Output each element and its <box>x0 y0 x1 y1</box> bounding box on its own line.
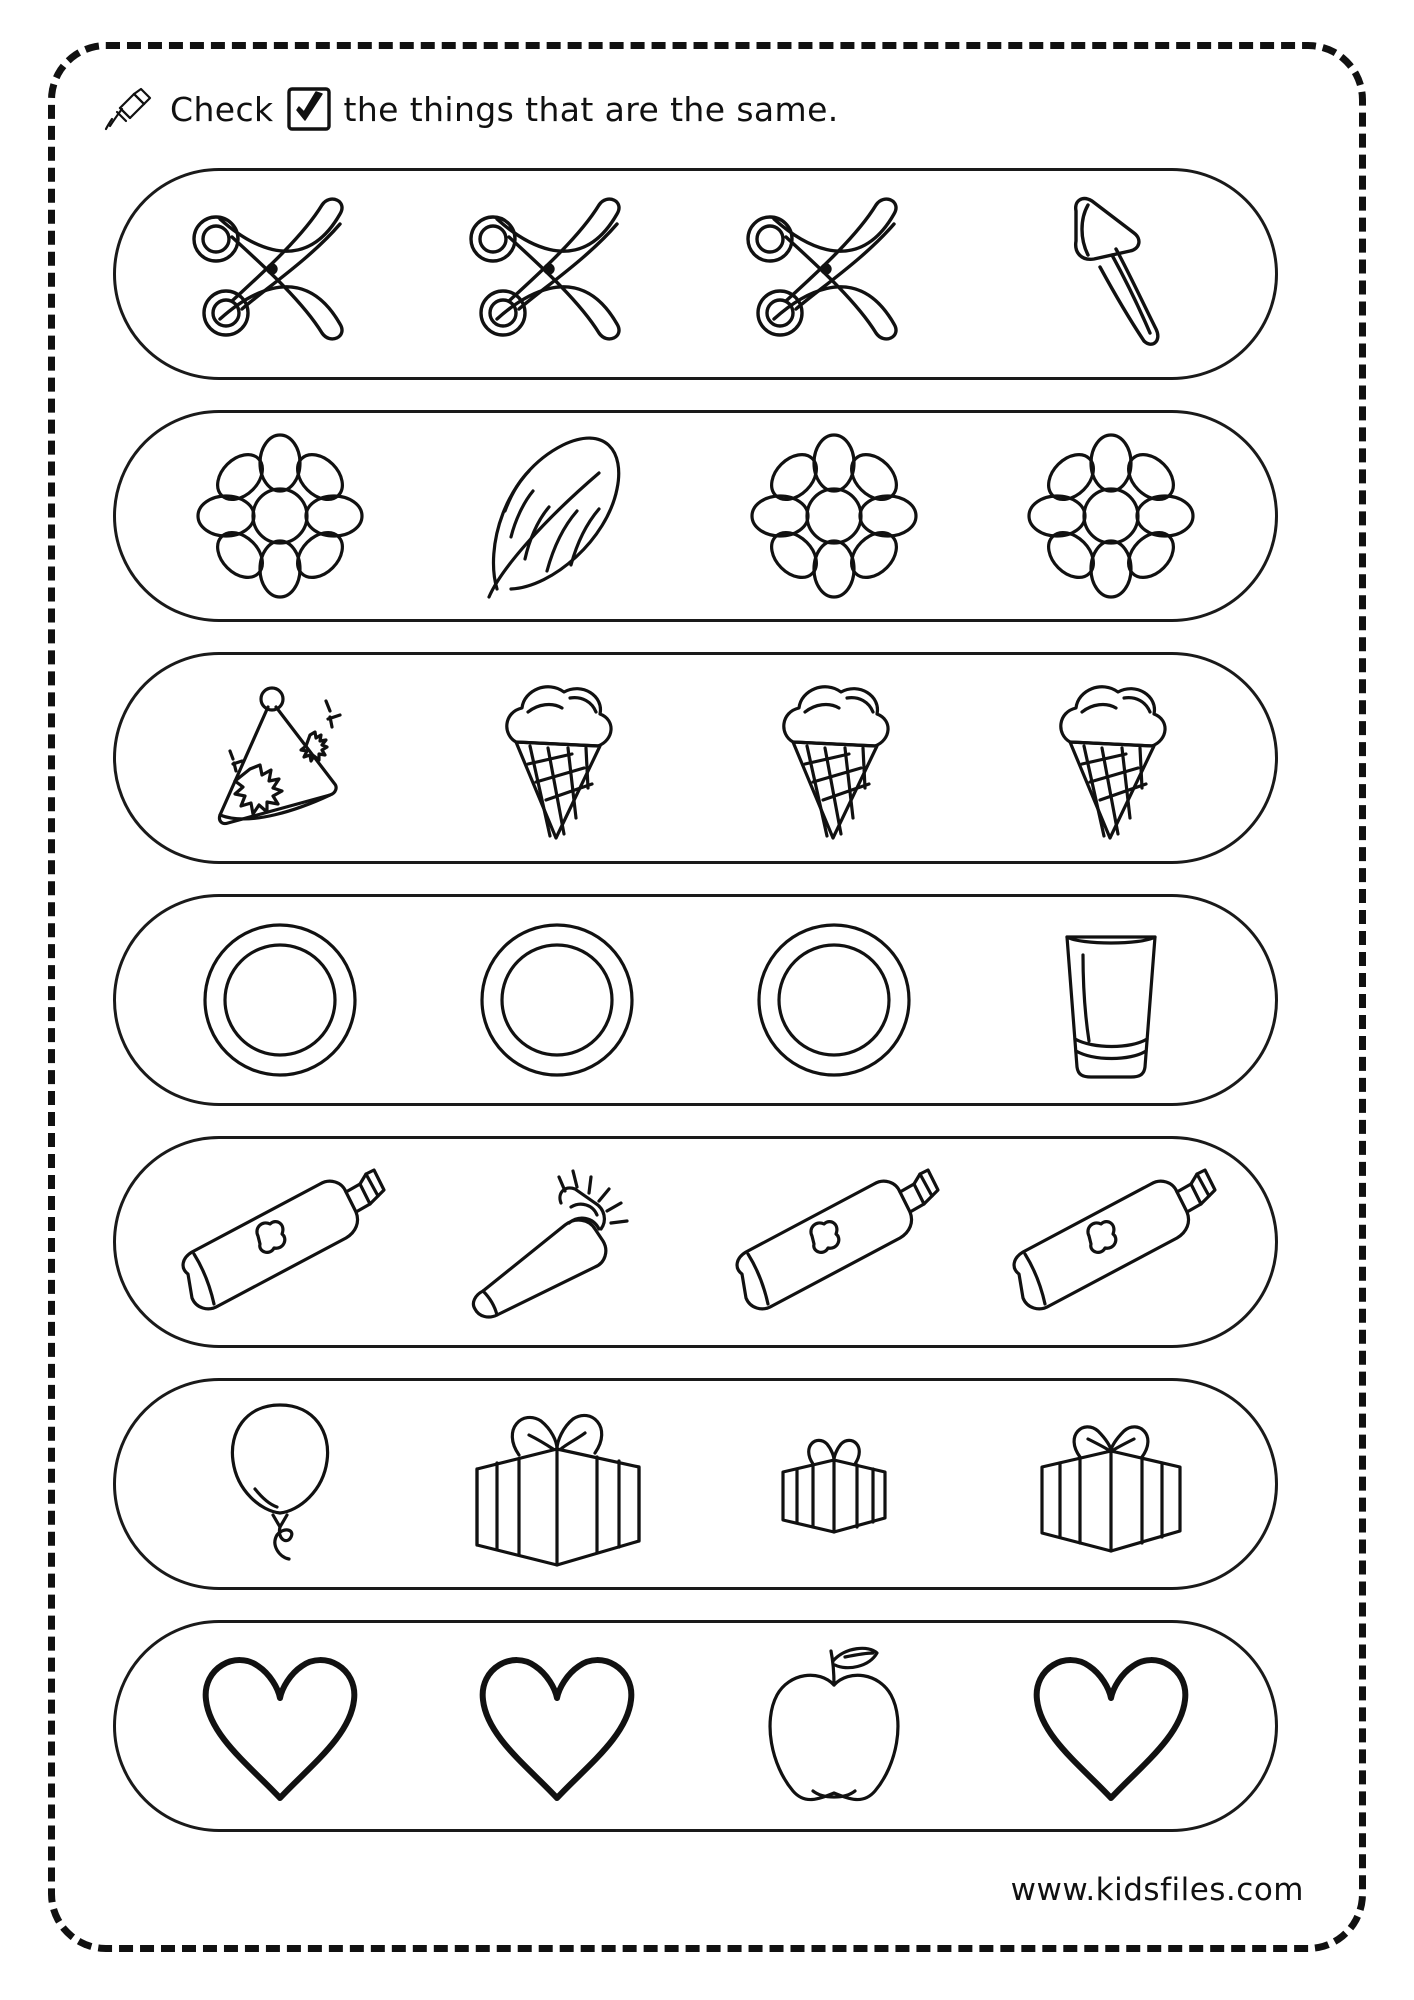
instruction-text-prefix: Check <box>170 89 274 129</box>
list-item[interactable] <box>437 908 677 1093</box>
list-item[interactable] <box>991 1150 1231 1335</box>
table-row[interactable] <box>113 894 1278 1106</box>
list-item[interactable] <box>437 666 677 851</box>
list-item[interactable] <box>437 1392 677 1577</box>
exercise-rows <box>113 168 1278 1862</box>
list-item[interactable] <box>991 1634 1231 1819</box>
table-row[interactable] <box>113 410 1278 622</box>
table-row[interactable] <box>113 1378 1278 1590</box>
footer-url: www.kidsfiles.com <box>1010 1872 1304 1908</box>
list-item[interactable] <box>714 424 954 609</box>
table-row[interactable] <box>113 652 1278 864</box>
checkbox-checked-icon <box>286 86 332 132</box>
instruction-text-suffix: the things that are the same. <box>343 89 839 129</box>
list-item[interactable] <box>714 908 954 1093</box>
list-item[interactable] <box>437 182 677 367</box>
list-item[interactable] <box>437 424 677 609</box>
list-item[interactable] <box>160 1392 400 1577</box>
list-item[interactable] <box>991 1392 1231 1577</box>
list-item[interactable] <box>160 908 400 1093</box>
list-item[interactable] <box>714 1634 954 1819</box>
list-item[interactable] <box>714 182 954 367</box>
instruction-header <box>100 84 839 134</box>
table-row[interactable] <box>113 168 1278 380</box>
list-item[interactable] <box>160 1150 400 1335</box>
table-row[interactable] <box>113 1620 1278 1832</box>
list-item[interactable] <box>160 424 400 609</box>
table-row[interactable] <box>113 1136 1278 1348</box>
list-item[interactable] <box>437 1634 677 1819</box>
list-item[interactable] <box>437 1150 677 1335</box>
list-item[interactable] <box>991 424 1231 609</box>
list-item[interactable] <box>991 908 1231 1093</box>
list-item[interactable] <box>714 666 954 851</box>
list-item[interactable] <box>991 182 1231 367</box>
list-item[interactable] <box>714 1392 954 1577</box>
pencil-icon <box>100 84 158 134</box>
list-item[interactable] <box>714 1150 954 1335</box>
list-item[interactable] <box>991 666 1231 851</box>
list-item[interactable] <box>160 666 400 851</box>
list-item[interactable] <box>160 1634 400 1819</box>
list-item[interactable] <box>160 182 400 367</box>
